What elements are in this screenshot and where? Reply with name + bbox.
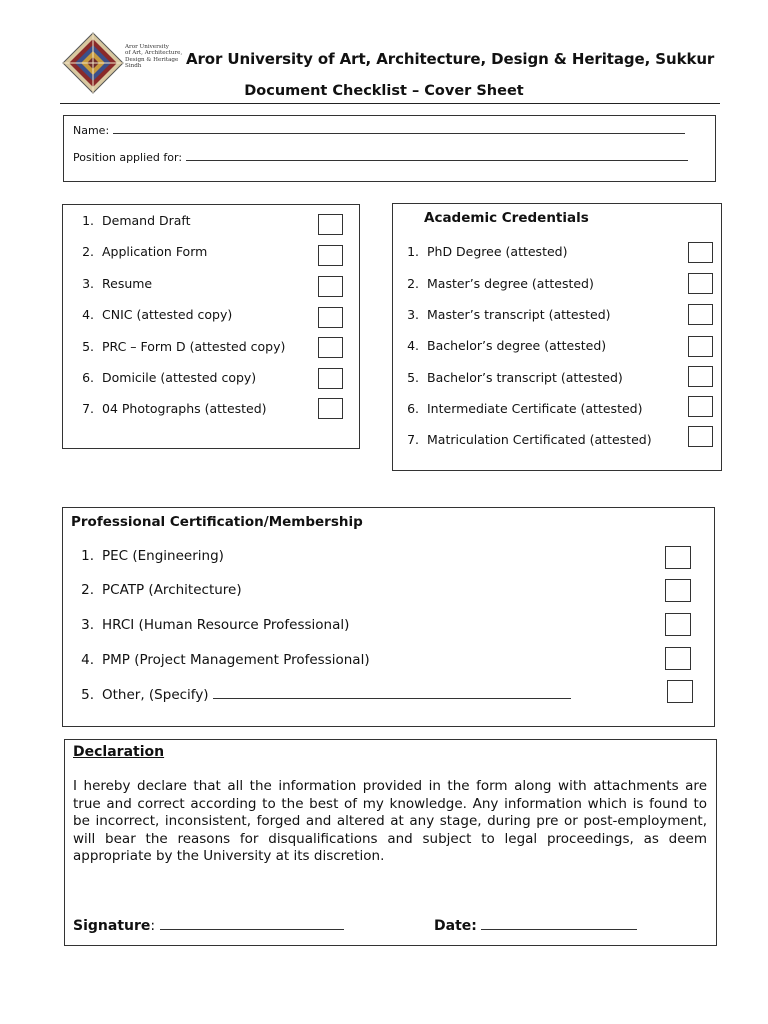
pcatp-checkbox[interactable] bbox=[665, 579, 691, 602]
hrci-checkbox[interactable] bbox=[665, 613, 691, 636]
list-item bbox=[397, 432, 652, 447]
resume-checkbox[interactable] bbox=[318, 276, 343, 297]
masters-degree-checkbox[interactable] bbox=[688, 273, 713, 294]
logo-line: Sindh bbox=[125, 63, 142, 70]
list-item bbox=[72, 307, 232, 322]
item-label: Master’s degree (attested) bbox=[427, 276, 594, 291]
item-number: 6. bbox=[407, 401, 419, 416]
item-label: HRCI (Human Resource Professional) bbox=[102, 617, 350, 633]
list-item bbox=[72, 276, 152, 291]
list-item bbox=[72, 401, 267, 416]
item-number: 5. bbox=[407, 370, 419, 385]
item-label: Master’s transcript (attested) bbox=[427, 307, 611, 322]
professional-certification-box bbox=[62, 507, 715, 727]
photographs-checkbox[interactable] bbox=[318, 398, 343, 419]
application-form-checkbox[interactable] bbox=[318, 245, 343, 266]
list-item bbox=[72, 617, 349, 633]
signature-colon: : bbox=[150, 918, 160, 934]
page-title: Document Checklist – Cover Sheet bbox=[244, 83, 524, 99]
item-number: 3. bbox=[81, 617, 94, 633]
item-label: 04 Photographs (attested) bbox=[102, 401, 267, 416]
logo-line: Design & Heritage bbox=[125, 56, 179, 63]
item-number: 4. bbox=[407, 338, 419, 353]
name-label: Name: bbox=[73, 124, 110, 137]
cnic-checkbox[interactable] bbox=[318, 307, 343, 328]
logo-line: of Art, Architecture, bbox=[125, 50, 183, 57]
item-number: 5. bbox=[82, 339, 94, 354]
prc-form-d-checkbox[interactable] bbox=[318, 337, 343, 358]
logo-text bbox=[125, 44, 182, 70]
item-label: Bachelor’s transcript (attested) bbox=[427, 370, 623, 385]
item-number: 3. bbox=[407, 307, 419, 322]
signature-field[interactable] bbox=[160, 917, 344, 930]
domicile-checkbox[interactable] bbox=[318, 368, 343, 389]
documents-checklist-box bbox=[62, 204, 360, 449]
bachelors-transcript-checkbox[interactable] bbox=[688, 366, 713, 387]
list-item bbox=[72, 370, 256, 385]
name-field[interactable] bbox=[113, 123, 685, 134]
item-label: Intermediate Certificate (attested) bbox=[427, 401, 643, 416]
applicant-info-box bbox=[63, 115, 716, 182]
item-label: CNIC (attested copy) bbox=[102, 307, 233, 322]
intermediate-certificate-checkbox[interactable] bbox=[688, 396, 713, 417]
item-label: PRC – Form D (attested copy) bbox=[102, 339, 286, 354]
item-number: 7. bbox=[407, 432, 419, 447]
item-number: 2. bbox=[81, 582, 94, 598]
academic-credentials-box bbox=[392, 203, 722, 471]
list-item bbox=[72, 652, 370, 668]
item-number: 6. bbox=[82, 370, 94, 385]
list-item bbox=[72, 339, 285, 354]
item-label: Domicile (attested copy) bbox=[102, 370, 257, 385]
list-item bbox=[72, 244, 207, 259]
list-item bbox=[72, 686, 571, 703]
item-number: 1. bbox=[407, 244, 419, 259]
list-item bbox=[72, 548, 224, 564]
signature-label: Signature bbox=[73, 918, 151, 934]
declaration-title: Declaration bbox=[73, 744, 165, 760]
academic-title: Academic Credentials bbox=[424, 210, 589, 226]
university-name: Aror University of Art, Architecture, Design & Heritage, Sukkur bbox=[186, 50, 715, 68]
list-item bbox=[397, 370, 623, 385]
declaration-text: I hereby declare that all the information provided in the form along with attachments are true and correct according to the best of my knowledge. Any information which is found to be incorrect, inconsistent, forged and altered at any stage, during pre or post-employment, will bear the reasons for disqualifications and subject to legal proceedings, as deem appropriate by the University at its discretion. bbox=[73, 778, 707, 864]
item-label: Other, (Specify) bbox=[102, 687, 209, 703]
item-label: Matriculation Certificated (attested) bbox=[427, 432, 652, 447]
item-label: PhD Degree (attested) bbox=[427, 244, 568, 259]
date-field[interactable] bbox=[481, 917, 637, 930]
item-label: Resume bbox=[102, 276, 153, 291]
other-checkbox[interactable] bbox=[667, 680, 693, 703]
logo-line: Aror University bbox=[125, 44, 169, 50]
list-item bbox=[397, 244, 567, 259]
matriculation-certificate-checkbox[interactable] bbox=[688, 426, 713, 447]
demand-draft-checkbox[interactable] bbox=[318, 214, 343, 235]
item-number: 2. bbox=[82, 244, 94, 259]
list-item bbox=[397, 307, 611, 322]
position-field[interactable] bbox=[186, 150, 688, 161]
pec-checkbox[interactable] bbox=[665, 546, 691, 569]
item-number: 5. bbox=[81, 687, 94, 703]
item-number: 1. bbox=[82, 213, 94, 228]
masters-transcript-checkbox[interactable] bbox=[688, 304, 713, 325]
position-row bbox=[73, 150, 688, 164]
header-divider bbox=[60, 103, 720, 104]
list-item bbox=[397, 276, 594, 291]
item-number: 1. bbox=[81, 548, 94, 564]
signature-row bbox=[73, 917, 344, 934]
item-label: PMP (Project Management Professional) bbox=[102, 652, 370, 668]
list-item bbox=[397, 338, 606, 353]
item-label: Demand Draft bbox=[102, 213, 191, 228]
item-number: 4. bbox=[81, 652, 94, 668]
date-label: Date: bbox=[434, 918, 477, 934]
item-number: 7. bbox=[82, 401, 94, 416]
item-label: PCATP (Architecture) bbox=[102, 582, 242, 598]
item-label: Bachelor’s degree (attested) bbox=[427, 338, 607, 353]
date-row bbox=[434, 917, 637, 934]
item-number: 3. bbox=[82, 276, 94, 291]
item-number: 2. bbox=[407, 276, 419, 291]
list-item bbox=[397, 401, 642, 416]
item-number: 4. bbox=[82, 307, 94, 322]
phd-degree-checkbox[interactable] bbox=[688, 242, 713, 263]
bachelors-degree-checkbox[interactable] bbox=[688, 336, 713, 357]
item-label: Application Form bbox=[102, 244, 208, 259]
position-label: Position applied for: bbox=[73, 151, 183, 164]
other-specify-field[interactable] bbox=[213, 686, 571, 699]
pmp-checkbox[interactable] bbox=[665, 647, 691, 670]
professional-title: Professional Certification/Membership bbox=[71, 514, 363, 530]
name-row bbox=[73, 123, 685, 137]
list-item bbox=[72, 582, 242, 598]
list-item bbox=[72, 213, 191, 228]
item-label: PEC (Engineering) bbox=[102, 548, 224, 564]
